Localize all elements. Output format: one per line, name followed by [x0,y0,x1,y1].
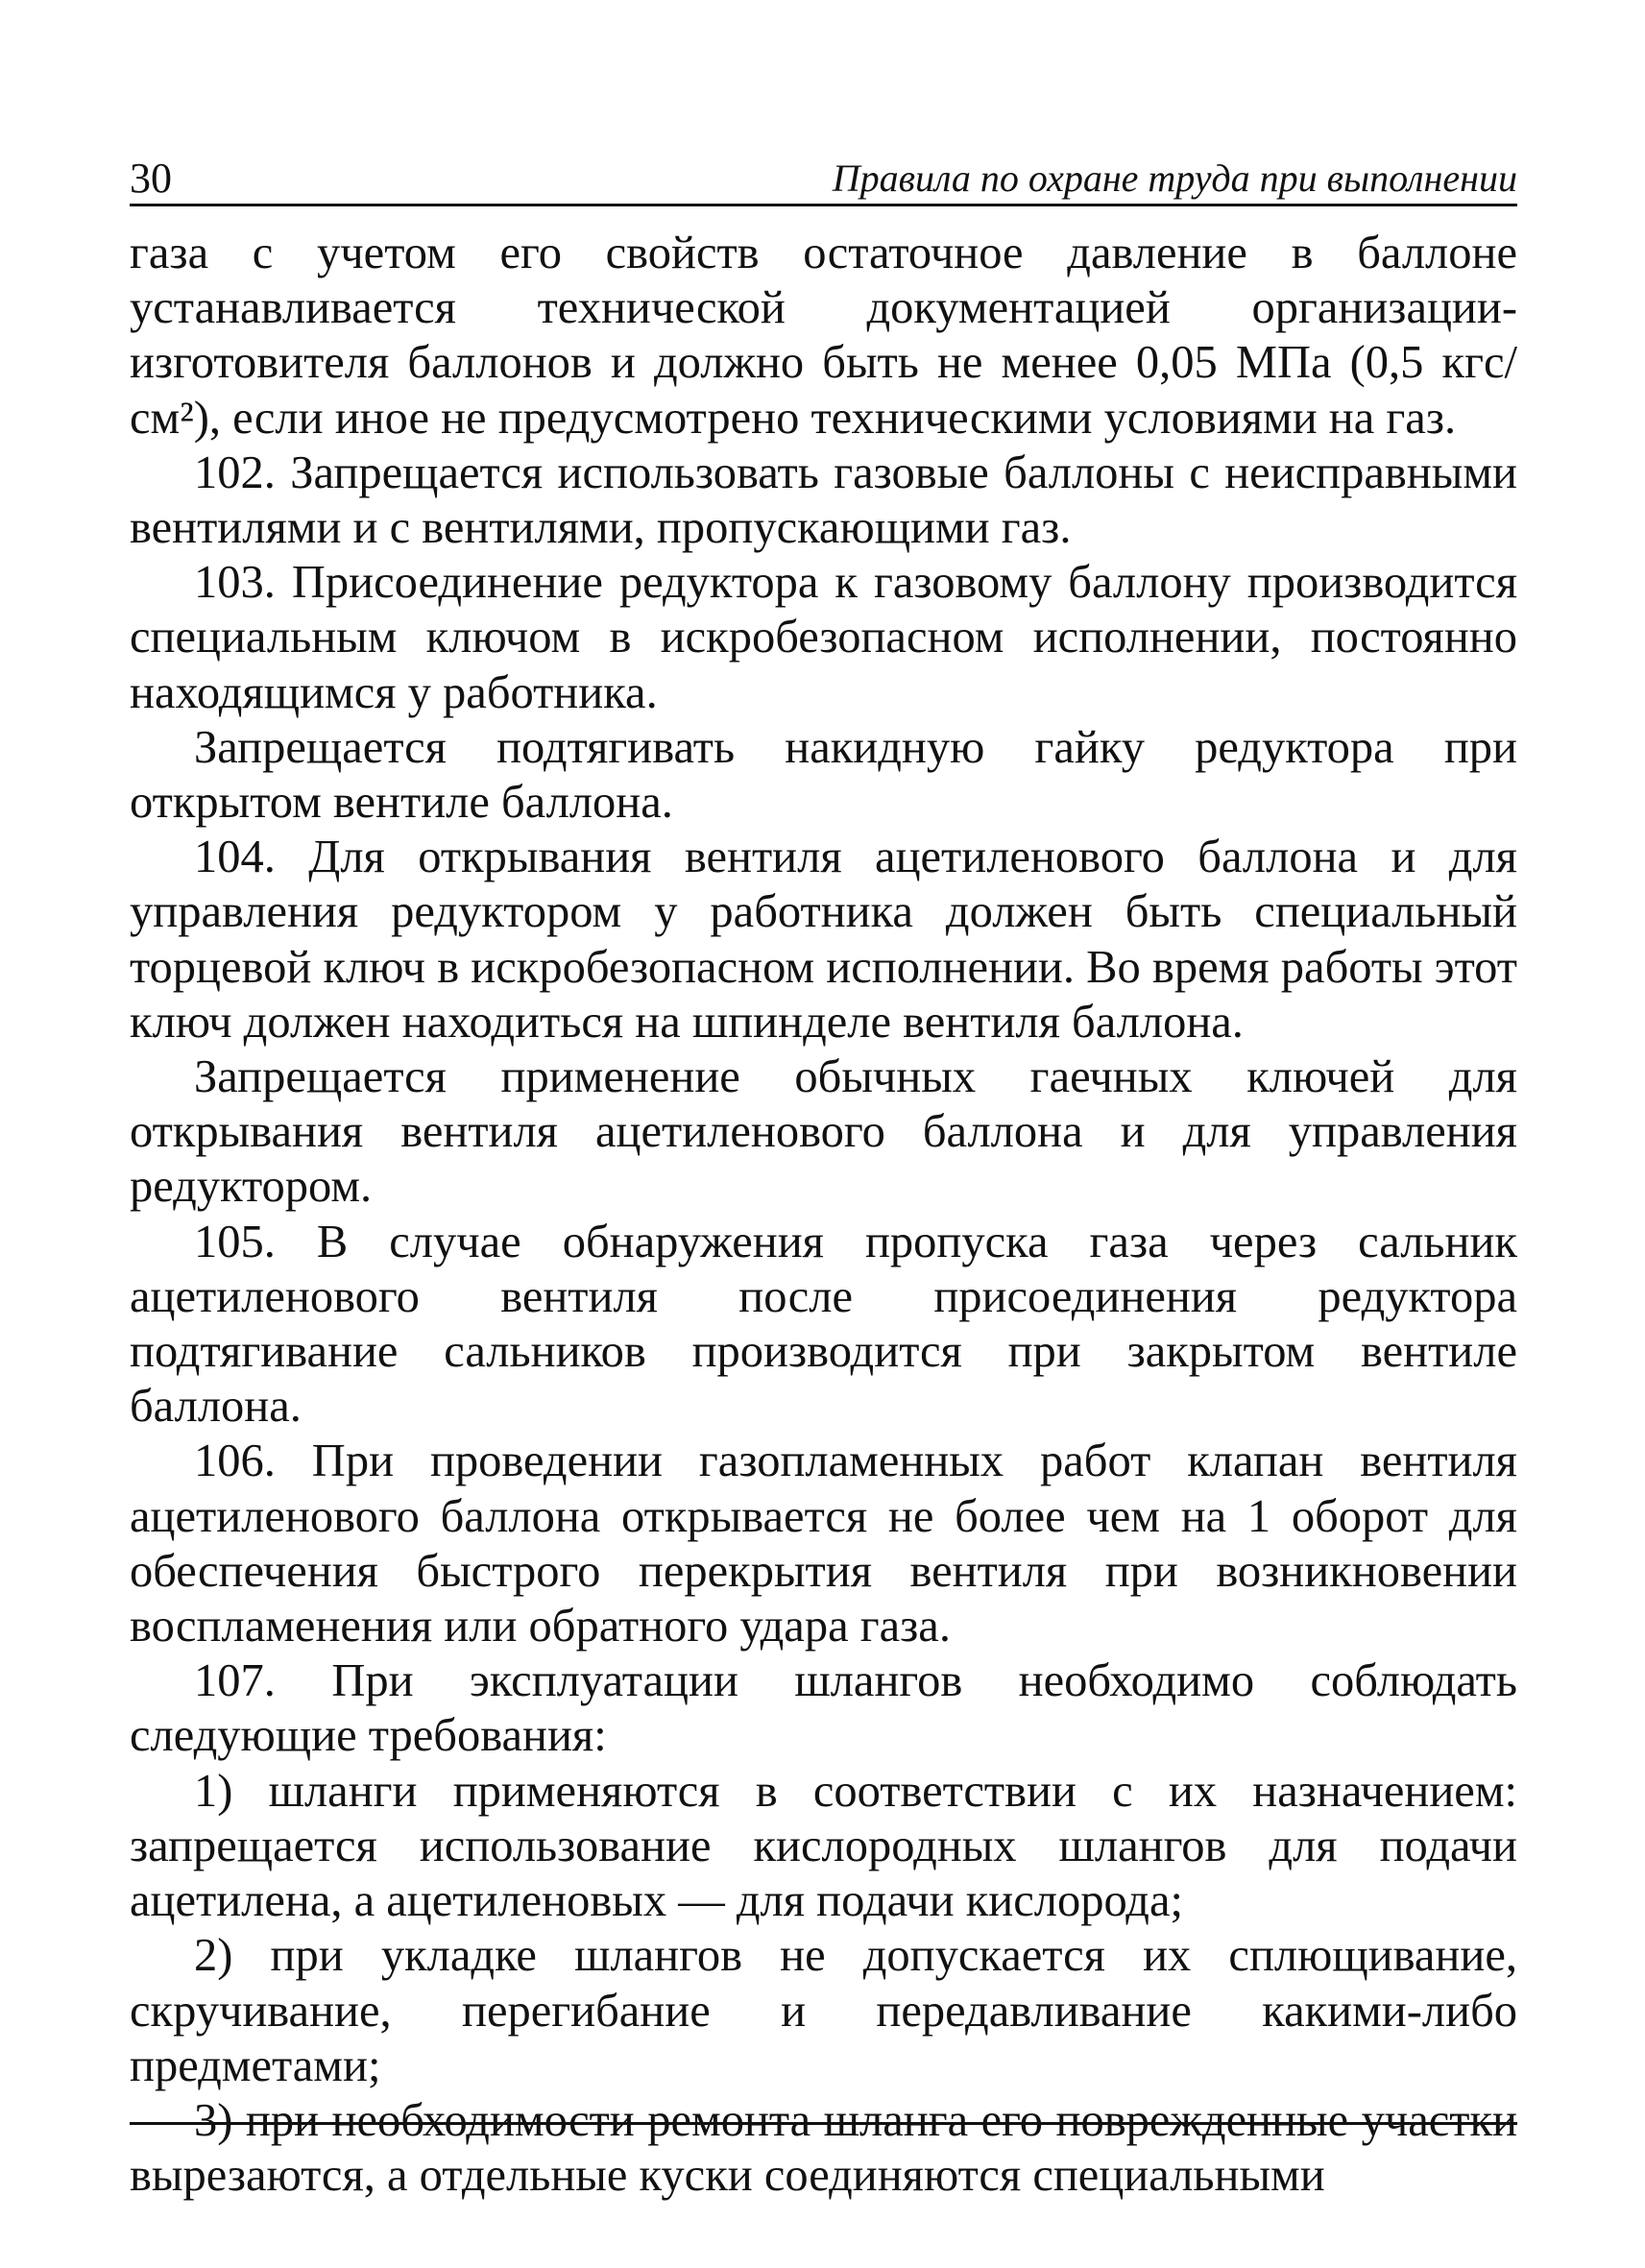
paragraph-107: 107. При эксплуатации шлангов необходимо соблюдать следующие требования: [130,1655,1517,1762]
paragraph-106: 106. При проведении газопламенных работ клапан вентиля ацетиленового баллона открывается не более чем на 1 оборот для обеспечения быстрого перекрытия вентиля при возникновении воспламенения или обратного удара газа. [130,1436,1517,1653]
running-title: Правила по охране труда при выполнении [832,157,1517,200]
body-text [130,226,1517,2203]
list-item-2: 2) при укладке шлангов не допускается их сплющивание, скручивание, перегибание и передавливание какими-либо предметами; [130,1930,1517,2091]
list-item-3: 3) при необходимости ремонта шланга его поврежденные участки вырезаются, а отдельные куски соединяются специальными [130,2094,1517,2202]
bottom-rule [130,2122,1517,2125]
paragraph-103: 103. Присоединение редуктора к газовому баллону производится специальным ключом в искробезопасном исполнении, постоянно находящимся у работника. [130,557,1517,718]
list-item-1: 1) шланги применяются в соответствии с их назначением: запрещается использование кислородных шлангов для подачи ацетилена, а ацетиленовых — для подачи кислорода; [130,1765,1517,1927]
paragraph-102: 102. Запрещается использовать газовые баллоны с неисправными вентилями и с вентилями, пропускающими газ. [130,446,1517,554]
paragraph-104: 104. Для открывания вентиля ацетиленового баллона и для управления редуктором у работника должен быть специальный торцевой ключ в искробезопасном исполнении. Во время работы этот ключ должен находиться на шпинделе вентиля баллона. [130,832,1517,1048]
running-head [130,144,1517,206]
paragraph-105: 105. В случае обнаружения пропуска газа через сальник ацетиленового вентиля после присоединения редуктора подтягивание сальников производится при закрытом вентиле баллона. [130,1216,1517,1433]
paragraph-104-prohibition: Запрещается применение обычных гаечных ключей для открывания вентиля ацетиленового баллона и для управления редуктором. [130,1051,1517,1213]
paragraph-103-prohibition: Запрещается подтягивать накидную гайку редуктора при открытом вентиле баллона. [130,721,1517,829]
page-number: 30 [130,155,172,202]
paragraph-continuation: газа с учетом его свойств остаточное давление в баллоне устанавливается технической документацией организации-изготовителя баллонов и должно быть не менее 0,05 МПа (0,5 кгс/см²), если иное не предусмотрено техническими условиями на газ. [130,228,1517,444]
